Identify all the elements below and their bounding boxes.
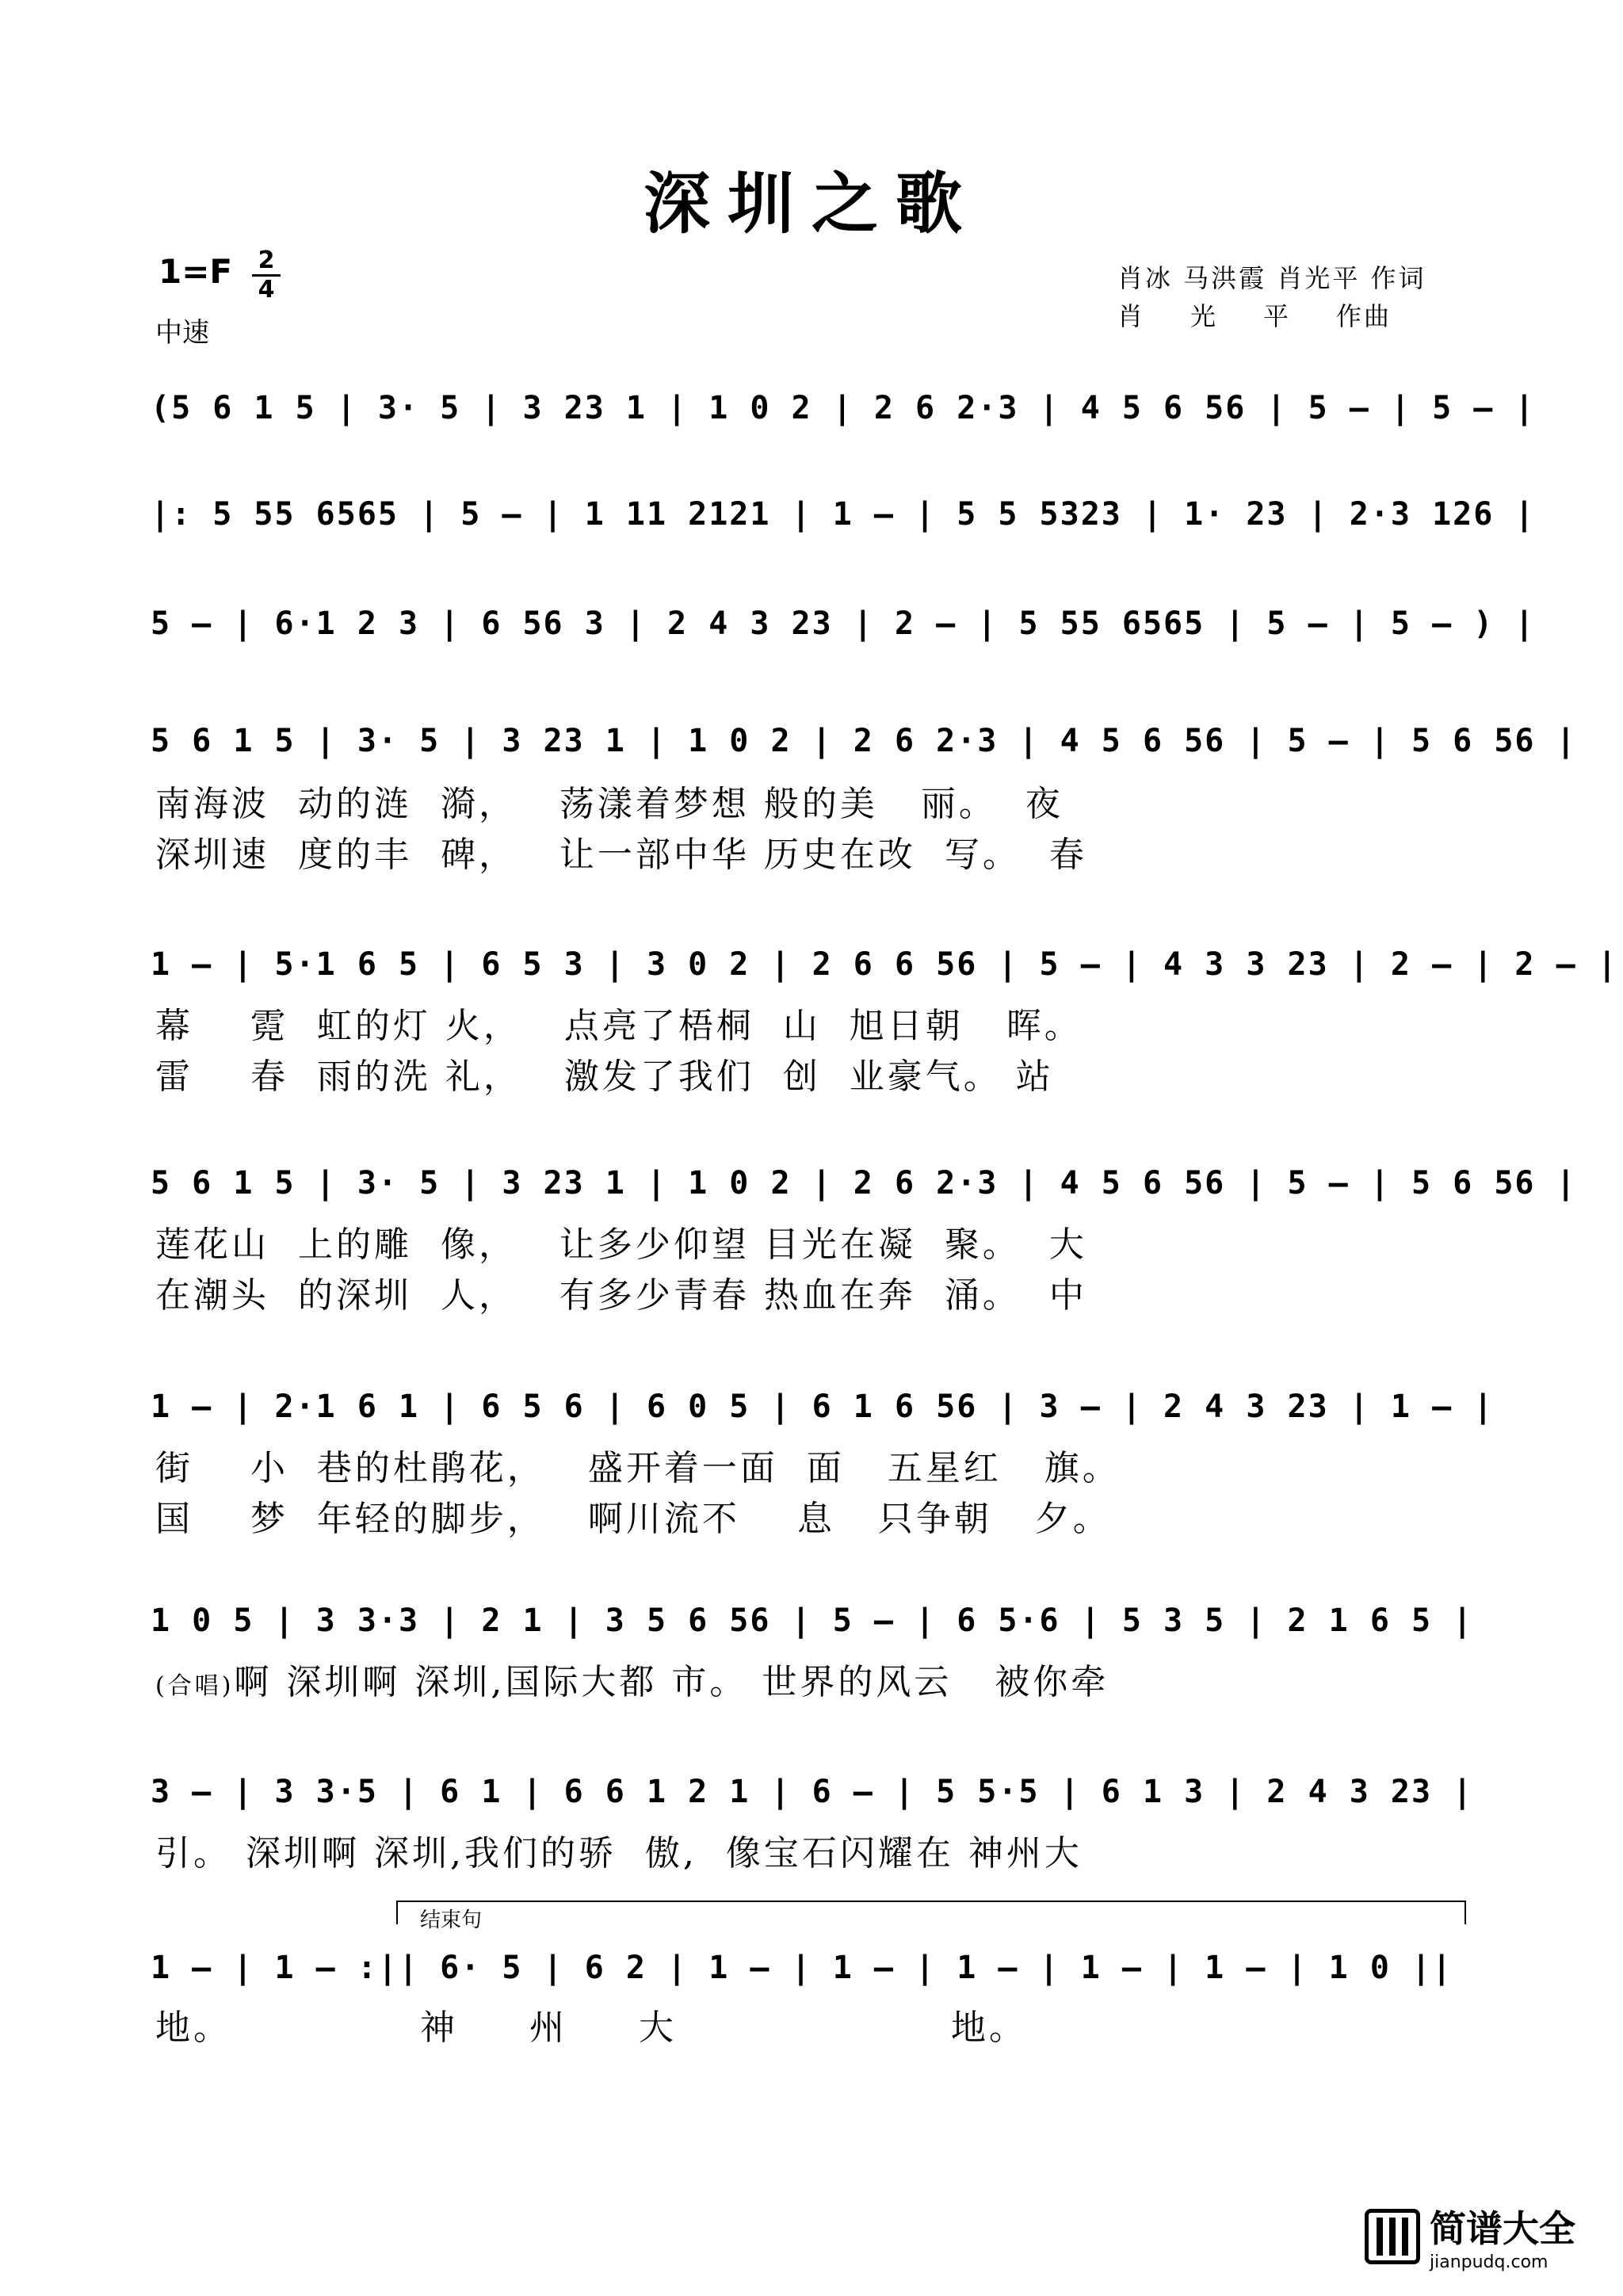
notation-row-1: (5 6 1 5 | 3· 5 | 3 23 1 | 1 0 2 | 2 6 2·3 | 4 5 6 56 | 5 – | 5 – |: [151, 390, 1536, 426]
notation-row-4: 5 6 1 5 | 3· 5 | 3 23 1 | 1 0 2 | 2 6 2·3 | 4 5 6 56 | 5 – | 5 6 56 |: [151, 723, 1577, 759]
lyric-v1a: 南海波 动的涟 漪， 荡漾着梦想 般的美 丽。 夜: [155, 784, 1064, 824]
piano-icon: [1365, 2209, 1420, 2264]
lyric-ending-3: 地。: [951, 2008, 1027, 2048]
lyric-v2a: 幕 霓 虹的灯 火， 点亮了梧桐 山 旭日朝 晖。: [155, 1006, 1083, 1046]
lyric-v3a: 莲花山 上的雕 像， 让多少仰望 目光在凝 聚。 大: [155, 1224, 1087, 1265]
lyric-chorus-2: 引。 深圳啊 深圳,我们的骄 傲, 像宝石闪耀在 神州大: [155, 1833, 1083, 1874]
key-signature: 1=F: [158, 252, 233, 291]
logo-url: jianpudq.com: [1430, 2252, 1549, 2272]
time-signature-top: 2: [258, 246, 275, 274]
notation-row-2: |: 5 55 6565 | 5 – | 1 11 2121 | 1 – | 5 5 5323 | 1· 23 | 2·3 126 |: [151, 496, 1536, 533]
lyric-v1b: 深圳速 度的丰 碑， 让一部中华 历史在改 写。 春: [155, 835, 1087, 875]
lyric-v4b: 国 梦 年轻的脚步， 啊川流不 息 只争朝 夕。: [155, 1499, 1111, 1539]
lyric-ending-2: 神 州 大: [420, 2008, 705, 2048]
notation-row-6: 5 6 1 5 | 3· 5 | 3 23 1 | 1 0 2 | 2 6 2·3 | 4 5 6 56 | 5 – | 5 6 56 |: [151, 1165, 1577, 1201]
lyric-chorus-1: [155, 1653, 1109, 1704]
chorus-label: (合唱): [155, 1672, 235, 1700]
ending-bracket: [396, 1901, 1466, 1924]
lyricists-credit: 肖冰 马洪霞 肖光平 作词: [1117, 263, 1426, 293]
notation-row-7: 1 – | 2·1 6 1 | 6 5 6 | 6 0 5 | 6 1 6 56 | 3 – | 2 4 3 23 | 1 – |: [151, 1389, 1495, 1425]
lyric-v3b: 在潮头 的深圳 人， 有多少青春 热血在奔 涌。 中: [155, 1275, 1087, 1316]
tempo-marking: 中速: [155, 317, 209, 349]
chorus-line-1: 啊 深圳啊 深圳,国际大都 市。 世界的风云 被你牵: [234, 1662, 1109, 1702]
notation-row-10: 1 – | 1 – :|| 6· 5 | 6 2 | 1 – | 1 – | 1 – | 1 – | 1 – | 1 0 ||: [151, 1950, 1453, 1986]
composer-credit: [1117, 296, 1392, 333]
site-logo: [1365, 2200, 1575, 2272]
notation-row-3: 5 – | 6·1 2 3 | 6 56 3 | 2 4 3 23 | 2 – | 5 55 6565 | 5 – | 5 – ) |: [151, 606, 1536, 642]
time-signature: [252, 246, 281, 304]
notation-row-5: 1 – | 5·1 6 5 | 6 5 3 | 3 0 2 | 2 6 6 56 | 5 – | 4 3 3 23 | 2 – | 2 – |: [151, 946, 1618, 983]
song-title: 深圳之歌: [643, 164, 980, 243]
lyric-v4a: 街 小 巷的杜鹃花， 盛开着一面 面 五星红 旗。: [155, 1448, 1121, 1488]
time-signature-bottom: 4: [258, 276, 275, 304]
composer-name: 肖光平: [1117, 301, 1337, 331]
ending-label: 结束句: [420, 1908, 483, 1932]
notation-row-9: 3 – | 3 3·5 | 6 1 | 6 6 1 2 1 | 6 – | 5 5·5 | 6 1 3 | 2 4 3 23 |: [151, 1774, 1474, 1810]
lyric-v2b: 雷 春 雨的洗 礼， 激发了我们 创 业豪气。 站: [155, 1056, 1054, 1097]
lyric-ending-1: 地。: [155, 2008, 231, 2048]
logo-name: 简谱大全: [1430, 2207, 1575, 2250]
composer-suffix: 作曲: [1336, 301, 1392, 331]
notation-row-8: 1 0 5 | 3 3·3 | 2 1 | 3 5 6 56 | 5 – | 6 5·6 | 5 3 5 | 2 1 6 5 |: [151, 1603, 1474, 1639]
